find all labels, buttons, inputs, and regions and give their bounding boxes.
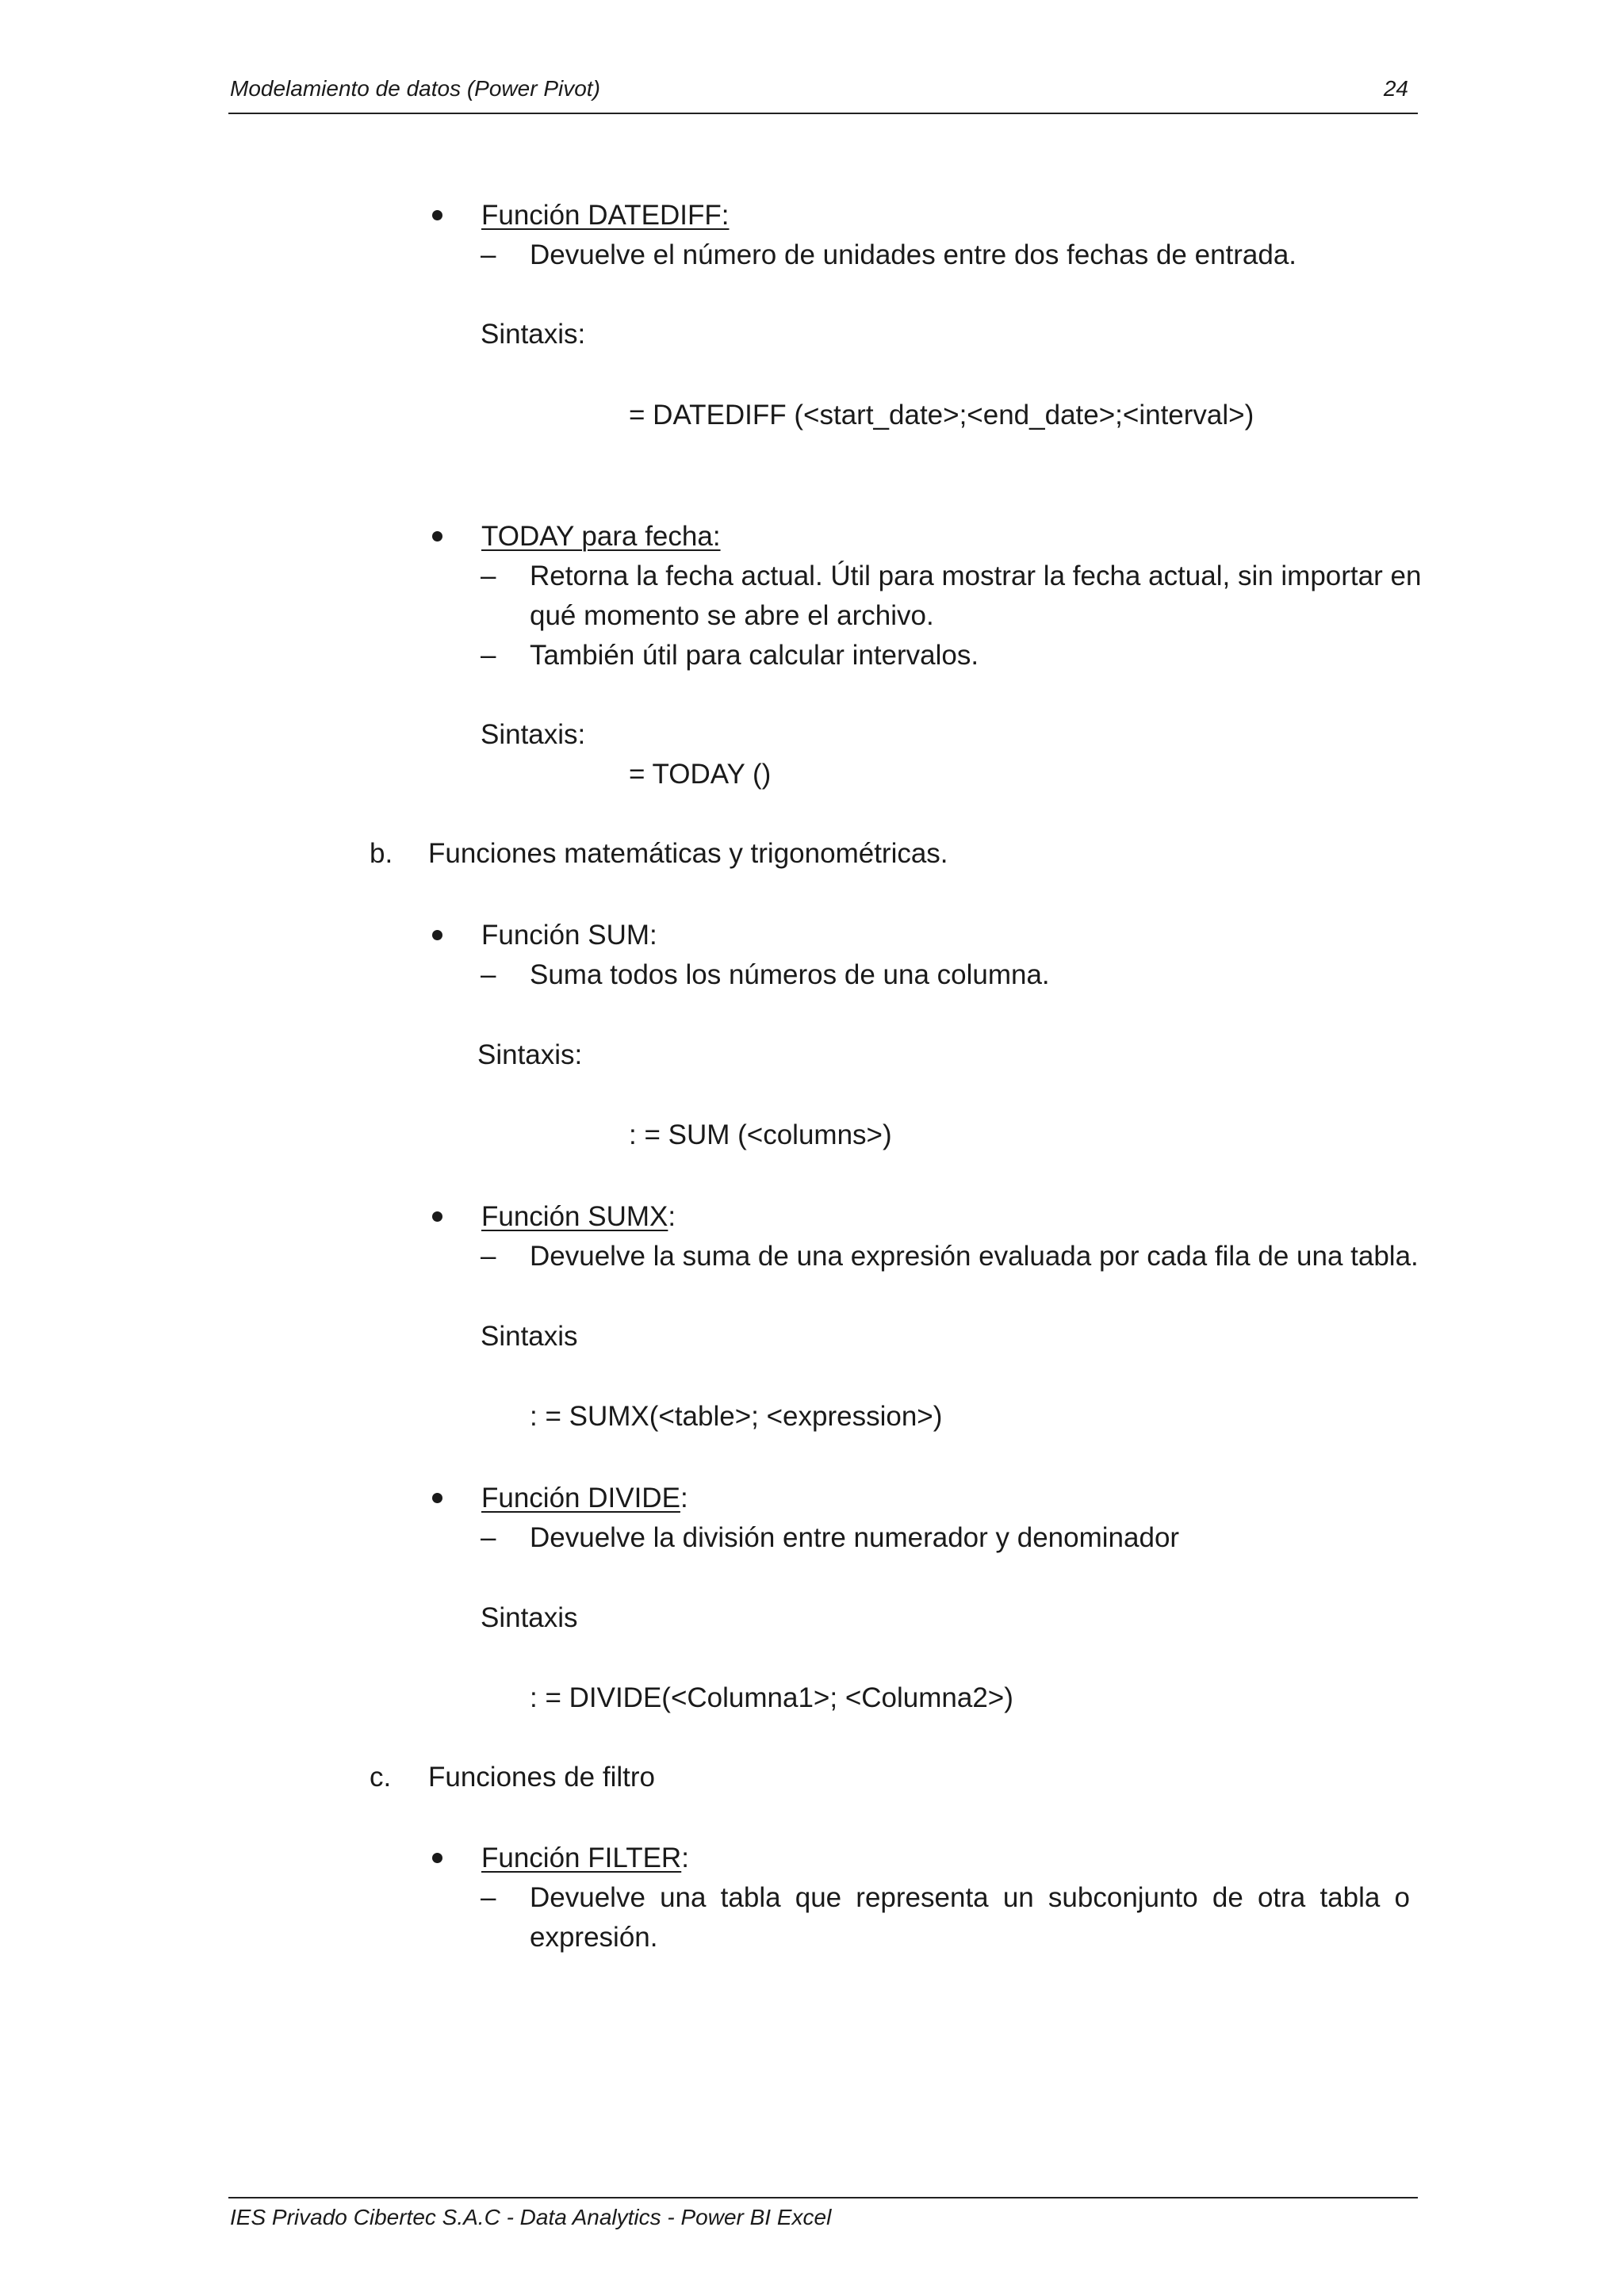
- dash-icon: –: [481, 959, 496, 990]
- filter-description-line2: expresión.: [530, 1922, 658, 1953]
- bullet-icon: [432, 1853, 442, 1863]
- dash-icon: –: [481, 1241, 496, 1272]
- header-title: Modelamiento de datos (Power Pivot): [230, 76, 600, 101]
- sumx-formula: : = SUMX(<table>; <expression>): [530, 1401, 943, 1432]
- filter-description-line1: Devuelve una tabla que representa un subconjunto de otra tabla o: [530, 1882, 1410, 1913]
- today-description-2: También útil para calcular intervalos.: [530, 640, 979, 671]
- bullet-icon: [432, 930, 442, 940]
- sumx-heading-text: Función SUMX: [481, 1201, 668, 1232]
- dash-icon: –: [481, 640, 496, 671]
- header-rule: [228, 113, 1418, 114]
- datediff-formula: = DATEDIFF (<start_date>;<end_date>;<interval>): [629, 400, 1254, 430]
- sumx-heading: [481, 1198, 676, 1236]
- dash-icon: –: [481, 239, 496, 270]
- section-c-title: Funciones de filtro: [428, 1762, 655, 1793]
- bullet-icon: [432, 531, 442, 541]
- bullet-icon: [432, 210, 442, 220]
- page-number: 24: [1383, 76, 1408, 101]
- divide-syntax-label: Sintaxis: [481, 1602, 578, 1633]
- section-b-letter: b.: [370, 838, 393, 869]
- filter-heading-text: Función FILTER: [481, 1843, 682, 1873]
- datediff-syntax-label: Sintaxis:: [481, 319, 586, 350]
- dash-icon: –: [481, 1882, 496, 1913]
- bullet-icon: [432, 1493, 442, 1503]
- datediff-description: Devuelve el número de unidades entre dos fechas de entrada.: [530, 239, 1297, 270]
- today-description-line2: qué momento se abre el archivo.: [530, 600, 934, 631]
- divide-heading: [481, 1479, 688, 1517]
- divide-heading-text: Función DIVIDE: [481, 1483, 680, 1513]
- today-heading: TODAY para fecha:: [481, 521, 721, 552]
- filter-heading-colon: :: [681, 1843, 689, 1873]
- divide-formula: : = DIVIDE(<Columna1>; <Columna2>): [530, 1682, 1013, 1713]
- section-c-letter: c.: [370, 1762, 392, 1793]
- sumx-syntax-label: Sintaxis: [481, 1321, 578, 1352]
- divide-heading-colon: :: [680, 1483, 688, 1513]
- sumx-heading-colon: :: [668, 1201, 676, 1232]
- filter-heading: [481, 1839, 689, 1877]
- datediff-heading: Función DATEDIFF:: [481, 200, 730, 231]
- page-footer: IES Privado Cibertec S.A.C - Data Analytics - Power BI Excel: [230, 2205, 832, 2229]
- footer-rule: [228, 2197, 1418, 2198]
- bullet-icon: [432, 1211, 442, 1222]
- dash-icon: –: [481, 1522, 496, 1553]
- sum-description: Suma todos los números de una columna.: [530, 959, 1050, 990]
- today-syntax-label: Sintaxis:: [481, 719, 586, 750]
- sum-heading: Función SUM:: [481, 920, 657, 951]
- today-description-line1: Retorna la fecha actual. Útil para mostrar la fecha actual, sin importar en: [530, 561, 1422, 591]
- dash-icon: –: [481, 561, 496, 591]
- sum-syntax-label: Sintaxis:: [477, 1039, 583, 1070]
- today-formula: = TODAY (): [629, 759, 772, 790]
- sum-formula: : = SUM (<columns>): [629, 1119, 892, 1150]
- section-b-title: Funciones matemáticas y trigonométricas.: [428, 838, 948, 869]
- divide-description: Devuelve la división entre numerador y denominador: [530, 1522, 1180, 1553]
- sumx-description: Devuelve la suma de una expresión evaluada por cada fila de una tabla.: [530, 1241, 1419, 1272]
